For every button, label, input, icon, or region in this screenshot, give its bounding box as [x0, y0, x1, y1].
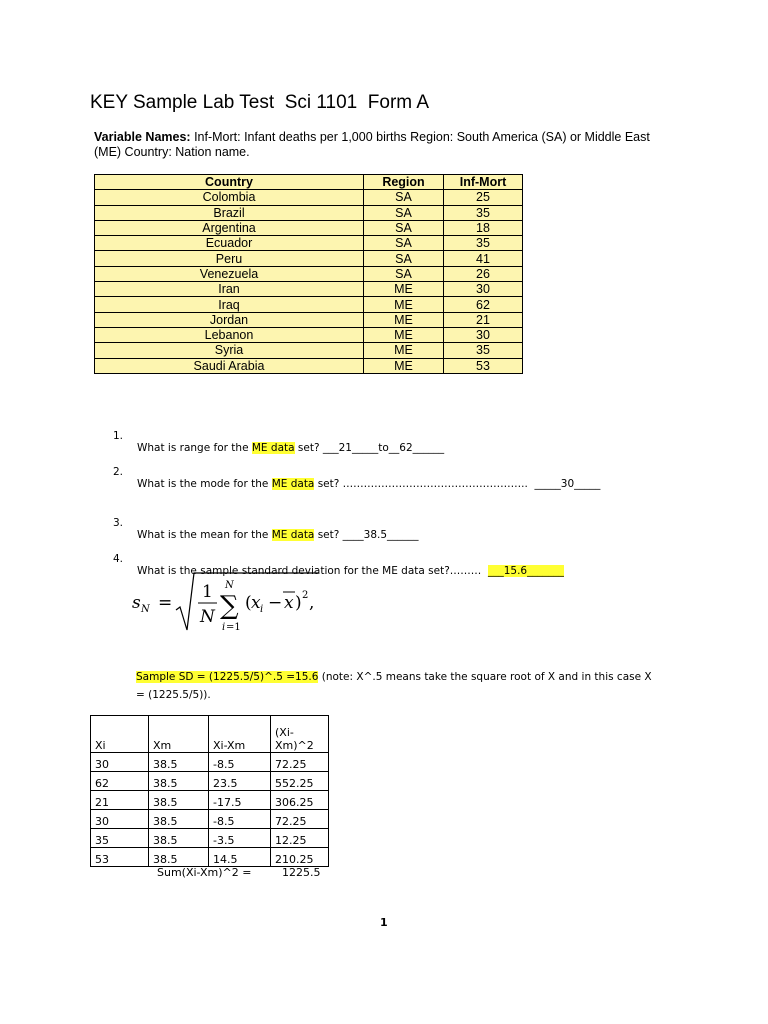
- cell-inf-mort: 26: [444, 266, 523, 281]
- question-text-pre: What is the sample standard deviation for the ME data set?………: [137, 565, 488, 577]
- cell-inf-mort: 35: [444, 343, 523, 358]
- svg-text:,: ,: [309, 593, 315, 613]
- calc-header-xi-xm: Xi-Xm: [209, 716, 271, 753]
- calc-header-row: [91, 716, 329, 753]
- svg-text:2: 2: [302, 590, 309, 601]
- table-row: [95, 190, 523, 205]
- variable-names-text: Inf-Mort: Infant deaths per 1,000 births Region: South America (SA) or Middle East (ME) Country: Nation name.: [94, 130, 650, 159]
- highlighted-text: ME data: [271, 529, 315, 541]
- table-row: [95, 205, 523, 220]
- svg-text:N: N: [225, 580, 234, 591]
- cell-country: Venezuela: [95, 266, 364, 281]
- cell-country: Lebanon: [95, 327, 364, 342]
- question-1: [113, 418, 673, 454]
- highlighted-text: ___15.6_______: [487, 565, 564, 577]
- svg-text:N: N: [200, 607, 215, 627]
- cell-country: Jordan: [95, 312, 364, 327]
- calc-cell-xm: 38.5: [149, 810, 209, 829]
- calc-cell-xi-xm: -8.5: [209, 810, 271, 829]
- calc-row: [91, 848, 329, 867]
- question-text-pre: What is range for the: [137, 442, 252, 454]
- table-row: [95, 358, 523, 373]
- cell-country: Iraq: [95, 297, 364, 312]
- cell-inf-mort: 62: [444, 297, 523, 312]
- calc-cell-squared: 552.25: [271, 772, 329, 791]
- calc-row: [91, 772, 329, 791]
- cell-inf-mort: 25: [444, 190, 523, 205]
- standard-deviation-formula: [130, 570, 340, 640]
- svg-text:=1: =1: [226, 622, 241, 633]
- calc-cell-xi-xm: 14.5: [209, 848, 271, 867]
- document-title: KEY Sample Lab Test Sci 1101 Form A: [90, 92, 430, 113]
- cell-region: ME: [364, 297, 444, 312]
- table-row: [95, 236, 523, 251]
- calc-cell-xi: 35: [91, 829, 149, 848]
- calc-header-squared-line2: Xm)^2: [275, 739, 314, 752]
- cell-country: Saudi Arabia: [95, 358, 364, 373]
- cell-inf-mort: 53: [444, 358, 523, 373]
- cell-region: SA: [364, 220, 444, 235]
- cell-country: Peru: [95, 251, 364, 266]
- table-row: [95, 343, 523, 358]
- calc-cell-xi: 30: [91, 753, 149, 772]
- calc-cell-squared: 72.25: [271, 753, 329, 772]
- svg-text:(: (: [245, 593, 252, 613]
- svg-text:x: x: [284, 593, 294, 613]
- calc-header-xi: Xi: [91, 716, 149, 753]
- cell-region: ME: [364, 312, 444, 327]
- question-text: [137, 442, 444, 454]
- question-number: 1.: [113, 430, 124, 442]
- column-header-inf-mort: Inf-Mort: [444, 175, 523, 190]
- table-row: [95, 220, 523, 235]
- calc-cell-xi-xm: 23.5: [209, 772, 271, 791]
- question-number: 4.: [113, 553, 124, 565]
- cell-inf-mort: 21: [444, 312, 523, 327]
- calc-cell-xm: 38.5: [149, 848, 209, 867]
- question-answer: set? ____38.5______: [314, 529, 419, 541]
- sample-sd-note-text: (note: X^.5 means take the square root of X and in this case X = (1225.5/5)).: [136, 671, 652, 701]
- table-row: [95, 282, 523, 297]
- calc-header-squared: [271, 716, 329, 753]
- cell-region: SA: [364, 190, 444, 205]
- calc-cell-xi: 30: [91, 810, 149, 829]
- calc-row: [91, 753, 329, 772]
- cell-country: Brazil: [95, 205, 364, 220]
- question-number: 3.: [113, 517, 124, 529]
- calc-cell-squared: 306.25: [271, 791, 329, 810]
- infant-mortality-table: [94, 174, 523, 374]
- calc-cell-squared: 210.25: [271, 848, 329, 867]
- cell-country: Iran: [95, 282, 364, 297]
- question-text: [137, 529, 419, 541]
- table-header-row: [95, 175, 523, 190]
- calc-cell-xi: 53: [91, 848, 149, 867]
- question-text-pre: What is the mode for the: [137, 478, 272, 490]
- cell-country: Argentina: [95, 220, 364, 235]
- cell-region: SA: [364, 251, 444, 266]
- sample-sd-highlight: Sample SD = (1225.5/5)^.5 =15.6: [136, 671, 319, 683]
- highlighted-text: ME data: [251, 442, 295, 454]
- question-text-pre: What is the mean for the: [137, 529, 272, 541]
- highlighted-text: ME data: [271, 478, 315, 490]
- question-2: [113, 454, 713, 490]
- cell-country: Colombia: [95, 190, 364, 205]
- cell-inf-mort: 35: [444, 236, 523, 251]
- svg-text:i: i: [222, 622, 226, 633]
- cell-region: ME: [364, 282, 444, 297]
- question-answer: set? ___21_____to__62______: [294, 442, 445, 454]
- question-text: [137, 478, 600, 490]
- variable-names-label: Variable Names:: [94, 130, 191, 144]
- sample-sd-note: [136, 668, 656, 704]
- svg-text:N: N: [141, 604, 150, 615]
- cell-region: SA: [364, 205, 444, 220]
- calc-header-squared-line1: (Xi-: [275, 726, 294, 739]
- calc-cell-squared: 12.25: [271, 829, 329, 848]
- svg-text:x: x: [251, 593, 261, 613]
- cell-inf-mort: 35: [444, 205, 523, 220]
- table-row: [95, 251, 523, 266]
- cell-region: ME: [364, 343, 444, 358]
- cell-region: ME: [364, 327, 444, 342]
- calc-cell-xm: 38.5: [149, 791, 209, 810]
- cell-inf-mort: 30: [444, 282, 523, 297]
- calc-cell-xi-xm: -3.5: [209, 829, 271, 848]
- cell-country: Ecuador: [95, 236, 364, 251]
- svg-text:1: 1: [202, 582, 213, 602]
- calc-cell-xi: 21: [91, 791, 149, 810]
- svg-text:−: −: [268, 593, 283, 613]
- question-4: [113, 541, 673, 577]
- cell-inf-mort: 41: [444, 251, 523, 266]
- calc-cell-xm: 38.5: [149, 753, 209, 772]
- question-number: 2.: [113, 466, 124, 478]
- page-number: 1: [380, 916, 388, 929]
- variable-names: [94, 130, 674, 160]
- column-header-country: Country: [95, 175, 364, 190]
- calc-cell-squared: 72.25: [271, 810, 329, 829]
- calc-cell-xm: 38.5: [149, 829, 209, 848]
- calc-row: [91, 829, 329, 848]
- sum-value: 1225.5: [282, 866, 321, 879]
- calc-cell-xi: 62: [91, 772, 149, 791]
- calc-cell-xi-xm: -17.5: [209, 791, 271, 810]
- question-answer: set? …………………………………………….. _____30_____: [314, 478, 601, 490]
- question-3: [113, 505, 673, 541]
- cell-region: ME: [364, 358, 444, 373]
- cell-inf-mort: 30: [444, 327, 523, 342]
- svg-text:∑: ∑: [220, 591, 239, 621]
- calc-row: [91, 810, 329, 829]
- svg-text:i: i: [260, 604, 264, 615]
- cell-region: SA: [364, 266, 444, 281]
- table-row: [95, 297, 523, 312]
- column-header-region: Region: [364, 175, 444, 190]
- svg-text:s: s: [132, 593, 141, 613]
- svg-text:=: =: [158, 593, 173, 613]
- table-row: [95, 266, 523, 281]
- deviation-calculation-table: [90, 715, 329, 867]
- table-row: [95, 327, 523, 342]
- svg-text:): ): [295, 593, 302, 613]
- calc-cell-xi-xm: -8.5: [209, 753, 271, 772]
- cell-country: Syria: [95, 343, 364, 358]
- table-row: [95, 312, 523, 327]
- calc-cell-xm: 38.5: [149, 772, 209, 791]
- sum-label: Sum(Xi-Xm)^2 =: [157, 866, 252, 879]
- cell-inf-mort: 18: [444, 220, 523, 235]
- calc-header-xm: Xm: [149, 716, 209, 753]
- cell-region: SA: [364, 236, 444, 251]
- calc-row: [91, 791, 329, 810]
